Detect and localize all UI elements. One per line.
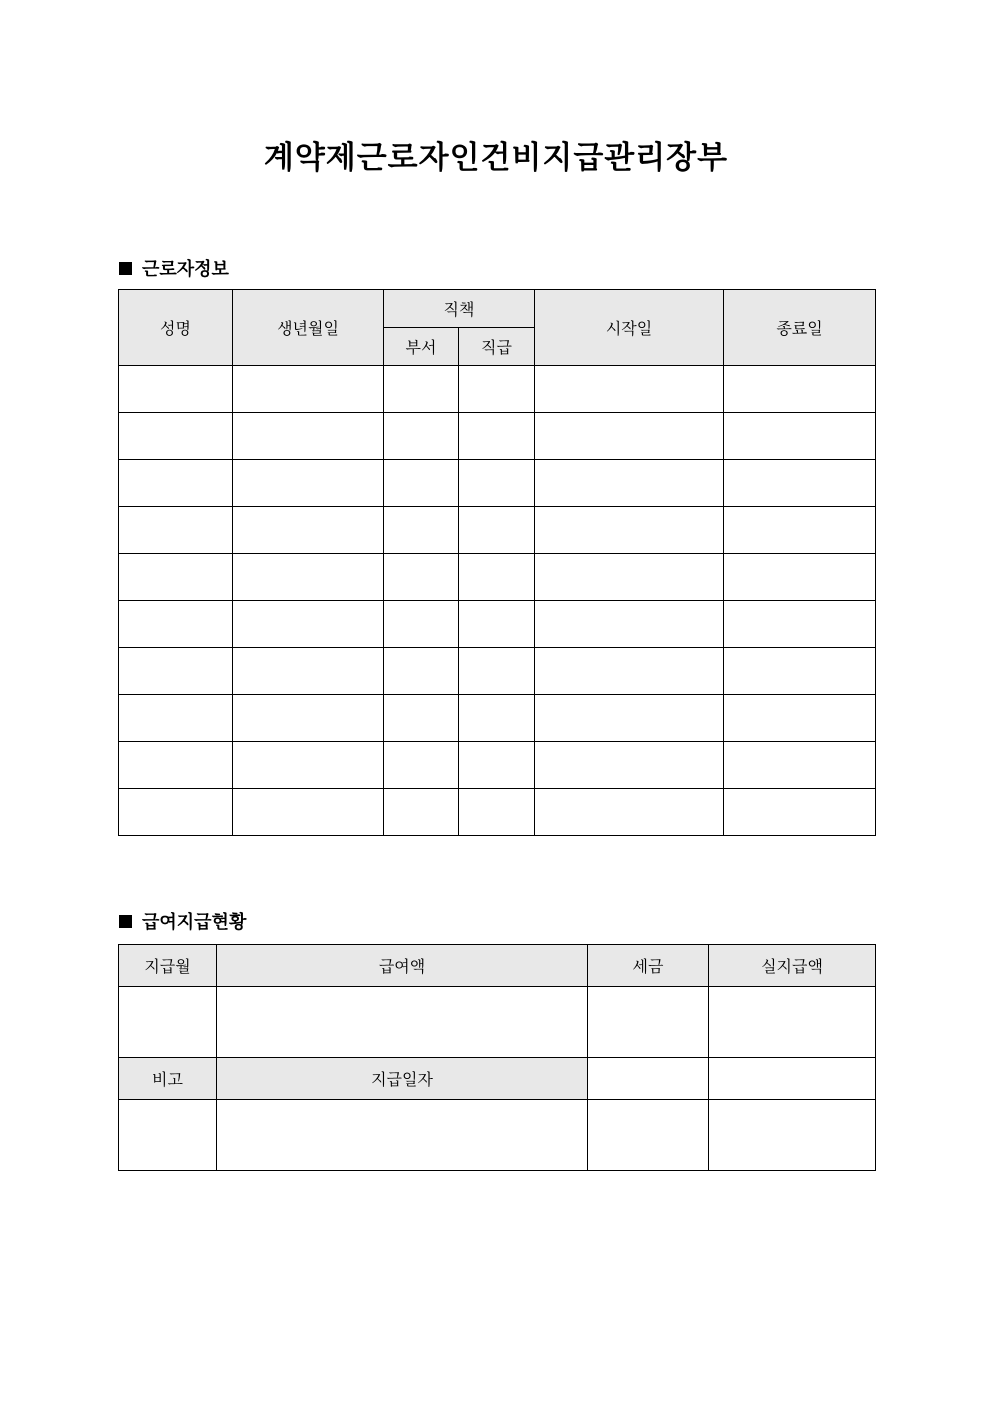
worker-info-heading-label: 근로자정보	[142, 259, 229, 280]
cell-salary-amount[interactable]	[217, 987, 588, 1058]
cell-name[interactable]	[119, 789, 233, 836]
header-remarks: 비고	[119, 1058, 217, 1100]
cell-department[interactable]	[384, 789, 459, 836]
cell-name[interactable]	[119, 648, 233, 695]
header-end-date: 종료일	[724, 290, 876, 366]
cell-rank[interactable]	[459, 366, 535, 413]
table-row	[119, 507, 876, 554]
header-pay-date: 지급일자	[217, 1058, 588, 1100]
cell-name[interactable]	[119, 742, 233, 789]
cell-start-date[interactable]	[535, 460, 724, 507]
cell-net-pay[interactable]	[709, 987, 876, 1058]
cell-start-date[interactable]	[535, 601, 724, 648]
header-position: 직책	[384, 290, 535, 328]
cell-pay-date[interactable]	[217, 1100, 588, 1171]
header-tax: 세금	[588, 945, 709, 987]
black-square-icon	[119, 915, 132, 928]
cell-end-date[interactable]	[724, 742, 876, 789]
cell-birthdate[interactable]	[233, 460, 384, 507]
header-department: 부서	[384, 328, 459, 366]
cell-name[interactable]	[119, 507, 233, 554]
cell-birthdate[interactable]	[233, 601, 384, 648]
cell-start-date[interactable]	[535, 742, 724, 789]
cell-start-date[interactable]	[535, 507, 724, 554]
cell-remarks[interactable]	[119, 1100, 217, 1171]
cell-rank[interactable]	[459, 460, 535, 507]
cell-rank[interactable]	[459, 695, 535, 742]
cell-department[interactable]	[384, 601, 459, 648]
header-net-pay: 실지급액	[709, 945, 876, 987]
table-row	[119, 601, 876, 648]
cell-end-date[interactable]	[724, 413, 876, 460]
cell-department[interactable]	[384, 695, 459, 742]
cell-end-date[interactable]	[724, 601, 876, 648]
cell-tax[interactable]	[588, 987, 709, 1058]
table-row	[119, 987, 876, 1058]
cell-rank[interactable]	[459, 601, 535, 648]
cell-department[interactable]	[384, 742, 459, 789]
pay-status-heading	[119, 908, 246, 934]
header-pay-month: 지급월	[119, 945, 217, 987]
header-salary-amount: 급여액	[217, 945, 588, 987]
cell-rank[interactable]	[459, 413, 535, 460]
cell-birthdate[interactable]	[233, 413, 384, 460]
cell-tax-3[interactable]	[588, 1100, 709, 1171]
cell-end-date[interactable]	[724, 695, 876, 742]
table-row	[119, 789, 876, 836]
cell-end-date[interactable]	[724, 789, 876, 836]
cell-start-date[interactable]	[535, 648, 724, 695]
table-row	[119, 413, 876, 460]
header-rank: 직급	[459, 328, 535, 366]
cell-name[interactable]	[119, 601, 233, 648]
cell-net-pay-3[interactable]	[709, 1100, 876, 1171]
cell-birthdate[interactable]	[233, 648, 384, 695]
cell-start-date[interactable]	[535, 554, 724, 601]
cell-department[interactable]	[384, 460, 459, 507]
worker-info-heading	[119, 255, 229, 281]
cell-end-date[interactable]	[724, 366, 876, 413]
black-square-icon	[119, 262, 132, 275]
cell-end-date[interactable]	[724, 554, 876, 601]
table-row	[119, 648, 876, 695]
cell-end-date[interactable]	[724, 648, 876, 695]
cell-end-date[interactable]	[724, 460, 876, 507]
header-name: 성명	[119, 290, 233, 366]
table-row	[119, 695, 876, 742]
cell-name[interactable]	[119, 460, 233, 507]
cell-birthdate[interactable]	[233, 695, 384, 742]
table-row	[119, 1100, 876, 1171]
pay-status-heading-label: 급여지급현황	[142, 912, 247, 933]
cell-birthdate[interactable]	[233, 789, 384, 836]
cell-start-date[interactable]	[535, 789, 724, 836]
cell-name[interactable]	[119, 695, 233, 742]
cell-start-date[interactable]	[535, 366, 724, 413]
cell-name[interactable]	[119, 366, 233, 413]
cell-rank[interactable]	[459, 507, 535, 554]
header-start-date: 시작일	[535, 290, 724, 366]
cell-rank[interactable]	[459, 554, 535, 601]
table-row	[119, 460, 876, 507]
cell-start-date[interactable]	[535, 413, 724, 460]
pay-status-table	[118, 944, 876, 1171]
cell-department[interactable]	[384, 413, 459, 460]
document-title: 계약제근로자인건비지급관리장부	[263, 140, 729, 176]
worker-info-table	[118, 289, 876, 836]
cell-department[interactable]	[384, 554, 459, 601]
cell-name[interactable]	[119, 554, 233, 601]
header-birthdate: 생년월일	[233, 290, 384, 366]
cell-rank[interactable]	[459, 789, 535, 836]
cell-net-pay-2[interactable]	[709, 1058, 876, 1100]
cell-name[interactable]	[119, 413, 233, 460]
table-row	[119, 742, 876, 789]
table-row	[119, 366, 876, 413]
cell-department[interactable]	[384, 507, 459, 554]
cell-start-date[interactable]	[535, 695, 724, 742]
cell-birthdate[interactable]	[233, 742, 384, 789]
table-row	[119, 554, 876, 601]
cell-pay-month[interactable]	[119, 987, 217, 1058]
cell-birthdate[interactable]	[233, 366, 384, 413]
cell-department[interactable]	[384, 366, 459, 413]
cell-rank[interactable]	[459, 648, 535, 695]
cell-department[interactable]	[384, 648, 459, 695]
cell-birthdate[interactable]	[233, 554, 384, 601]
cell-tax-2[interactable]	[588, 1058, 709, 1100]
cell-end-date[interactable]	[724, 507, 876, 554]
cell-rank[interactable]	[459, 742, 535, 789]
cell-birthdate[interactable]	[233, 507, 384, 554]
